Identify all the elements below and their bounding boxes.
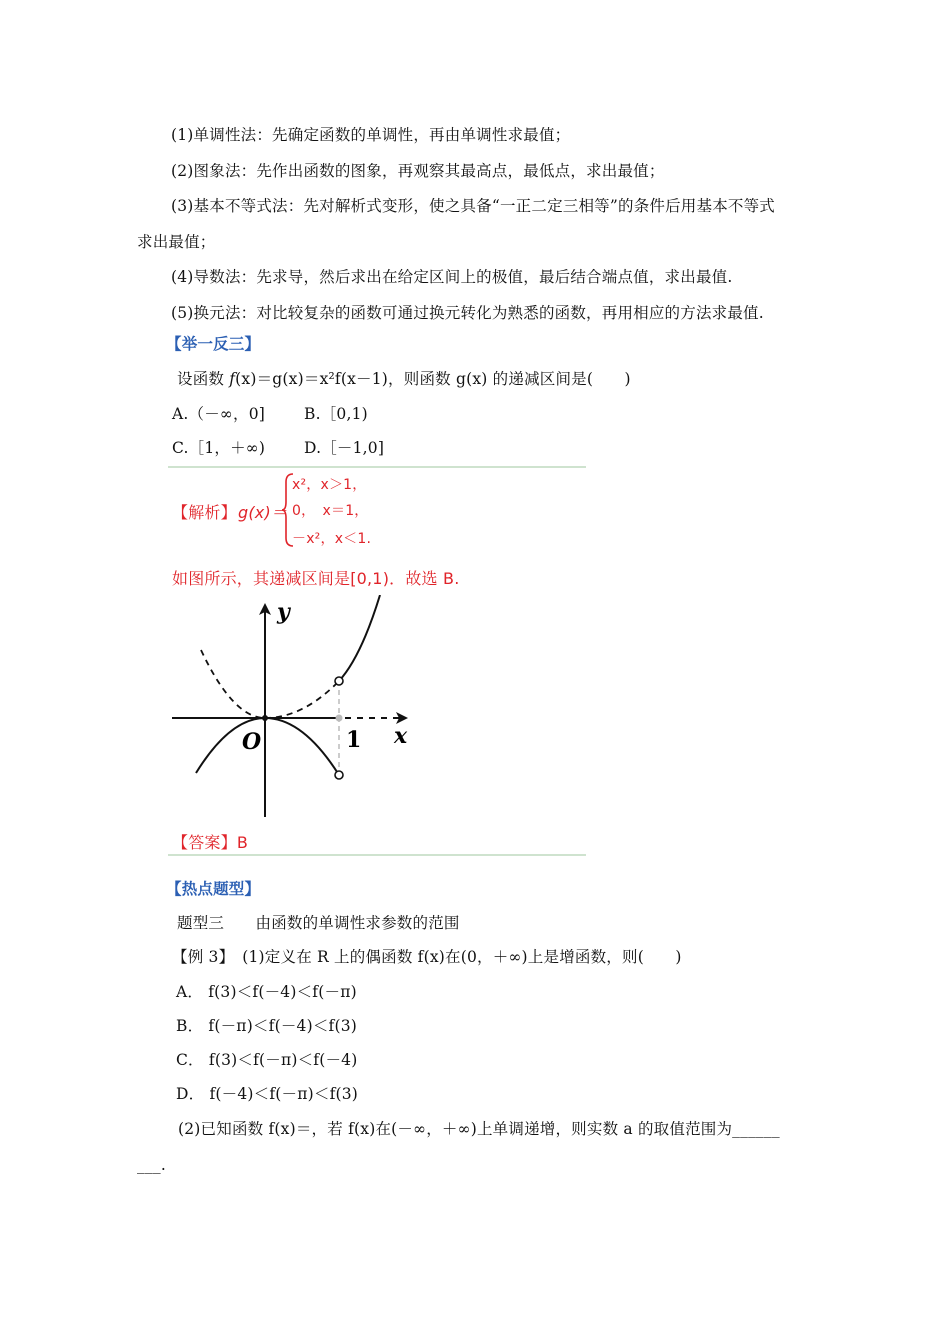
answer-value: B	[236, 833, 248, 852]
y-label: y	[277, 599, 290, 625]
divider-bottom	[168, 854, 586, 856]
practice-question	[177, 368, 631, 390]
example-question-1: (1)定义在 R 上的偶函数 f(x)在(0，＋∞)上是增函数，则( )	[242, 948, 682, 966]
example-question-2: (2)已知函数 f(x)＝，若 f(x)在(－∞，＋∞)上单调递增，则实数 a 的取值范围为______	[178, 1120, 780, 1138]
option-c: C.［1，＋∞)	[172, 439, 266, 457]
example-question-2-tail: ___.	[137, 1156, 166, 1174]
analysis-case-1: x²，x＞1，	[292, 477, 367, 493]
practice-tag: 【举一反三】	[166, 334, 261, 353]
origin-point	[262, 715, 268, 721]
answer-tag: 【答案】	[172, 833, 237, 852]
origin-label: O	[242, 729, 262, 755]
analysis-gx: g(x)＝	[238, 503, 288, 522]
example-tag: 【例 3】	[172, 948, 227, 966]
open-point-lower	[335, 771, 343, 779]
ex-option-a: A． f(3)＜f(－4)＜f(－π)	[176, 983, 357, 1001]
analysis-conclusion: 如图所示，其递减区间是[0,1)．故选 B.	[172, 569, 460, 588]
practice-question-eq: (x)＝g(x)＝x²f(x－1)，则函数 g(x) 的递减区间是( )	[235, 370, 631, 388]
option-a: A.（－∞，0]	[172, 405, 266, 423]
ex-option-b: B． f(－π)＜f(－4)＜f(3)	[176, 1017, 358, 1035]
curve-neg-x-squared	[196, 718, 339, 775]
function-graph	[168, 595, 418, 825]
example-3	[172, 946, 682, 968]
open-point-upper	[335, 677, 343, 685]
divider-top	[168, 466, 586, 468]
dashed-parabola-left	[201, 650, 265, 718]
practice-question-pre: 设函数	[177, 370, 230, 388]
option-b: B.［0,1)	[304, 405, 368, 423]
ex-option-d: D． f(－4)＜f(－π)＜f(3)	[176, 1085, 359, 1103]
practice-question-f: f	[229, 370, 236, 388]
tick-label-1: 1	[346, 727, 362, 753]
method-3-cont: 求出最值；	[137, 233, 216, 251]
answer-line	[172, 832, 248, 854]
method-1: (1)单调性法：先确定函数的单调性，再由单调性求最值；	[171, 126, 571, 144]
hot-tag: 【热点题型】	[166, 879, 261, 898]
analysis-case-3: －x²，x＜1.	[292, 531, 372, 547]
ex-option-c: C． f(3)＜f(－π)＜f(－4)	[176, 1051, 358, 1069]
option-d: D.［－1,0]	[304, 439, 385, 457]
analysis-tag: 【解析】	[172, 503, 237, 522]
point-x1	[336, 715, 343, 722]
method-3: (3)基本不等式法：先对解析式变形，使之具备“一正二定三相等”的条件后用基本不等式	[171, 197, 776, 215]
method-4: (4)导数法：先求导，然后求出在给定区间上的极值，最后结合端点值，求出最值.	[171, 268, 733, 286]
analysis-case-2: 0， x＝1，	[292, 503, 369, 519]
method-5: (5)换元法：对比较复杂的函数可通过换元转化为熟悉的函数，再用相应的方法求最值.	[171, 304, 764, 322]
type-title: 题型三 由函数的单调性求参数的范围	[177, 914, 460, 932]
x-label: x	[394, 723, 408, 749]
curve-x-squared	[339, 595, 380, 681]
dashed-parabola-right	[265, 681, 339, 718]
method-2: (2)图象法：先作出函数的图象，再观察其最高点，最低点，求出最值；	[171, 162, 665, 180]
